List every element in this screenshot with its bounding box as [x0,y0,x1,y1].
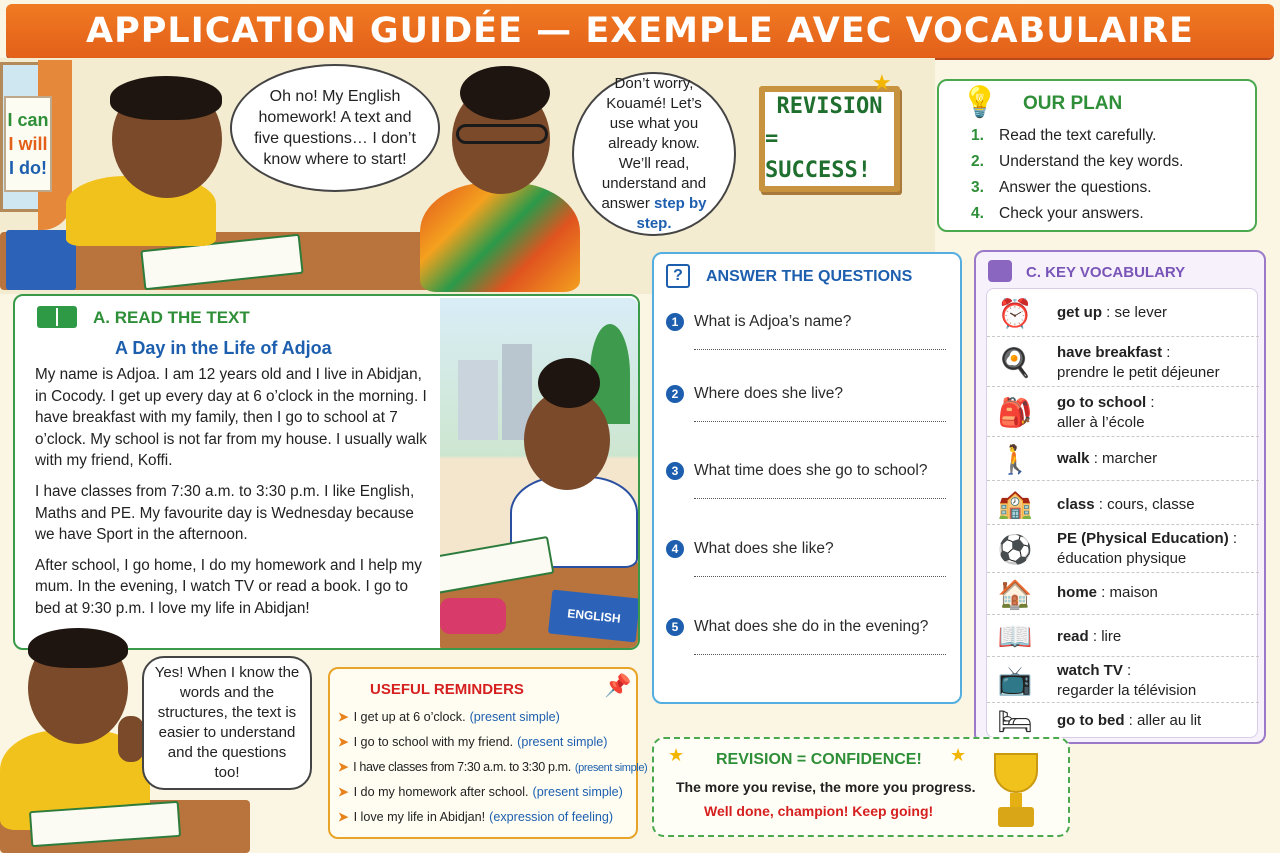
plan-title: OUR PLAN [1023,93,1123,114]
vocab-item: 🏫 class : cours, classe [987,481,1259,525]
question-number: 5 [666,618,684,636]
answer-line[interactable] [694,421,946,422]
vocab-title: C. KEY VOCABULARY [1026,264,1186,281]
plan-item: 2. Understand the key words. [971,153,1184,170]
sign-line-1: REVISION [776,94,883,119]
reminder-item: ➤ I have classes from 7:30 a.m. to 3:30 p.m. (present simple) [338,760,648,774]
open-book-icon [37,306,77,328]
vocab-item: 📖 read : lire [987,615,1259,657]
useful-reminders-panel [328,667,648,839]
vocab-item: 🛏 go to bed : aller au lit [987,703,1259,739]
reminder-item: ➤ I get up at 6 o’clock. (present simple) [338,710,560,724]
star-icon: ★ [872,70,892,95]
teacher-hair [460,66,550,120]
answer-line[interactable] [694,654,946,655]
questions-title: ANSWER THE QUESTIONS [706,268,913,285]
pencil-case [440,598,506,634]
teacher-glasses [456,124,548,144]
question-text: Where does she live? [694,385,844,402]
question-text: What does she like? [694,540,834,557]
speech-bubble-teacher [572,72,736,236]
question-number: 2 [666,385,684,403]
book-icon: 📖 [997,620,1033,652]
reminder-item: ➤ I do my homework after school. (present simple) [338,785,623,799]
our-plan-panel [937,79,1257,232]
question-mark-icon: ? [666,264,690,288]
lightbulb-icon: 💡 [961,86,999,119]
question-number: 4 [666,540,684,558]
read-text-panel [13,294,640,650]
speech-bubble-boy-bottom [142,656,312,790]
question-number: 3 [666,462,684,480]
speech-bubble-boy [230,64,440,192]
building [458,360,498,440]
bed-icon: 🛏 [997,705,1033,737]
breakfast-icon: 🍳 [997,346,1033,378]
question-number: 1 [666,313,684,331]
speech-boy-text: Oh no! My English homework! A text and five questions… I don’t know where to start! [254,88,416,168]
plan-item: 1. Read the text carefully. [971,127,1157,144]
walking-kids-icon: 🚶 [997,443,1033,475]
alarm-clock-icon: ⏰ [997,297,1033,329]
girl-illustration [440,298,638,648]
read-section-title: A. READ THE TEXT [93,308,250,327]
english-book [548,590,638,643]
classroom-icon: 🏫 [997,487,1033,519]
vocab-item: 📺 watch TV : regarder la télévision [987,657,1259,703]
vocab-item: ⏰ get up : se lever [987,289,1259,337]
girl-hair [538,358,600,408]
question-text: What is Adjoa’s name? [694,313,852,330]
boy-bottom-hair [28,628,128,668]
story-text [35,364,435,629]
backpack-icon: 🎒 [997,396,1033,428]
page-title-banner [6,4,1274,58]
board-line-2: I will [8,134,48,154]
question-text: What does she do in the evening? [694,618,929,635]
story-paragraph: My name is Adjoa. I am 12 years old and I live in Abidjan, in Cocody. I get up every day at 6 o’clock in the morning. I have breakfast with my family, then I go to school at 7 o’clock. My school is not far from my house. I usually walk with my friend, Koffi. [35,366,427,470]
teacher-dress [420,182,580,292]
football-icon: ⚽ [997,533,1033,565]
story-paragraph: After school, I go home, I do my homework and I help my mum. In the evening, I watch TV or read a book. I go to bed at 9:30 p.m. I love my life in Abidjan! [35,556,422,617]
tv-icon: 📺 [997,664,1033,696]
reminder-item: ➤ I love my life in Abidjan! (expression of feeling) [338,810,614,824]
confidence-line-1: The more you revise, the more you progress. [676,779,976,795]
plan-item: 3. Answer the questions. [971,179,1152,196]
answer-questions-panel [652,252,962,704]
answer-line[interactable] [694,576,946,577]
trophy-icon [984,749,1048,833]
house-icon: 🏠 [997,578,1033,610]
board-line-3: I do! [9,158,47,178]
speech-boy-bottom-text: Yes! When I know the words and the structures, the text is easier to understand and the questions too! [154,664,300,781]
page-title: APPLICATION GUIDÉE — EXEMPLE AVEC VOCABULAIRE [86,11,1194,51]
vocab-item: 🎒 go to school : aller à l’école [987,387,1259,437]
vocab-item: 🍳 have breakfast : prendre le petit déjeuner [987,337,1259,387]
vocab-list [986,288,1258,738]
speech-teacher-emphasis: step by step. [636,195,707,232]
reminders-title: USEFUL REMINDERS [370,681,524,698]
vocab-item: 🏠 home : maison [987,573,1259,615]
speech-teacher-text: Don’t worry, Kouamé! Let’s use what you already know. We’ll read, understand and answer [601,75,707,212]
board-line-1: I can [7,110,49,130]
confidence-panel [652,737,1070,837]
vocab-item: 🚶 walk : marcher [987,437,1259,481]
confidence-title: REVISION = CONFIDENCE! [716,751,922,768]
revision-success-sign [759,86,900,192]
key-vocabulary-panel [974,250,1266,744]
english-book-label: ENGLISH [566,606,622,626]
star-icon: ★ [950,745,967,765]
question-text: What time does she go to school? [694,462,928,479]
boy-top-hair [110,76,222,120]
vocab-item: ⚽ PE (Physical Education) : éducation physique [987,525,1259,573]
vocab-book-icon [988,260,1012,282]
pushpin-icon: 📌 [604,673,632,698]
answer-line[interactable] [694,498,946,499]
thumbs-up-icon [118,716,144,762]
story-paragraph: I have classes from 7:30 a.m. to 3:30 p.m. I like English, Maths and PE. My favourite day is Wednesday because we have Sport in the afternoon. [35,482,415,544]
sign-line-2: = SUCCESS! [765,126,871,183]
confidence-line-2: Well done, champion! Keep going! [704,803,934,819]
plan-item: 4. Check your answers. [971,205,1144,222]
star-icon: ★ [668,745,685,765]
reminder-item: ➤ I go to school with my friend. (present simple) [338,735,608,749]
story-title: A Day in the Life of Adjoa [115,338,332,358]
motivation-board [4,96,52,192]
answer-line[interactable] [694,349,946,350]
